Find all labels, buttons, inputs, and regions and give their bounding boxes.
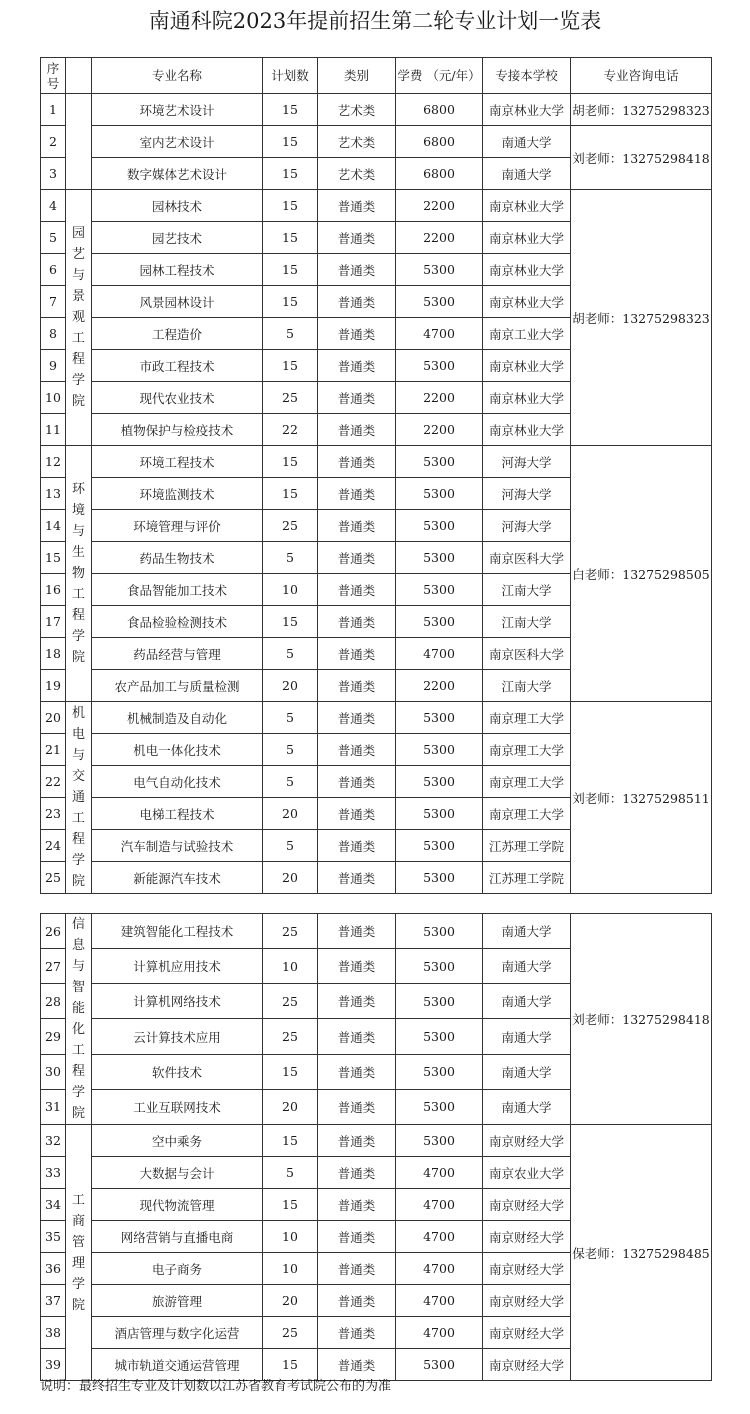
header-row bbox=[41, 58, 712, 94]
row-fee: 6800 bbox=[396, 158, 483, 190]
row-fee: 5300 bbox=[396, 350, 483, 382]
row-seq: 31 bbox=[41, 1089, 66, 1124]
row-plan: 15 bbox=[263, 478, 318, 510]
row-category: 普通类 bbox=[318, 414, 396, 446]
row-seq: 8 bbox=[41, 318, 66, 350]
row-major: 食品检验检测技术 bbox=[92, 606, 263, 638]
row-category: 普通类 bbox=[318, 984, 396, 1019]
header-major: 专业名称 bbox=[92, 58, 263, 94]
row-fee: 5300 bbox=[396, 766, 483, 798]
row-school: 南京医科大学 bbox=[483, 542, 571, 574]
row-seq: 21 bbox=[41, 734, 66, 766]
college-name-text: 园艺与景观工程学院 bbox=[71, 226, 85, 409]
row-plan: 15 bbox=[263, 1125, 318, 1157]
row-school: 南京林业大学 bbox=[483, 414, 571, 446]
college-name-text: 机电与交通工程学院 bbox=[71, 706, 85, 889]
row-fee: 5300 bbox=[396, 1089, 483, 1124]
row-major: 现代农业技术 bbox=[92, 382, 263, 414]
row-school: 南京农业大学 bbox=[483, 1157, 571, 1189]
college-name-text: 环境与生物工程学院 bbox=[71, 482, 85, 665]
row-major: 机械制造及自动化 bbox=[92, 702, 263, 734]
row-seq: 37 bbox=[41, 1285, 66, 1317]
row-plan: 20 bbox=[263, 798, 318, 830]
row-major: 电子商务 bbox=[92, 1253, 263, 1285]
row-school: 南京理工大学 bbox=[483, 766, 571, 798]
row-category: 普通类 bbox=[318, 949, 396, 984]
row-school: 南京财经大学 bbox=[483, 1285, 571, 1317]
row-category: 普通类 bbox=[318, 382, 396, 414]
row-category: 普通类 bbox=[318, 542, 396, 574]
row-school: 南京林业大学 bbox=[483, 222, 571, 254]
row-school: 南京林业大学 bbox=[483, 190, 571, 222]
row-fee: 4700 bbox=[396, 1285, 483, 1317]
row-school: 江南大学 bbox=[483, 606, 571, 638]
footnote: 说明：最终招生专业及计划数以江苏省教育考试院公布的为准 bbox=[40, 1379, 392, 1394]
contact-phone: 胡老师：13275298323 bbox=[571, 190, 712, 446]
row-major: 酒店管理与数字化运营 bbox=[92, 1317, 263, 1349]
table-row bbox=[41, 126, 712, 158]
row-school: 南京医科大学 bbox=[483, 638, 571, 670]
row-major: 云计算技术应用 bbox=[92, 1019, 263, 1054]
table-row bbox=[41, 702, 712, 734]
row-plan: 25 bbox=[263, 984, 318, 1019]
row-school: 南通大学 bbox=[483, 158, 571, 190]
row-plan: 15 bbox=[263, 446, 318, 478]
row-fee: 2200 bbox=[396, 414, 483, 446]
college-name bbox=[66, 94, 92, 190]
table-row bbox=[41, 914, 712, 949]
row-major: 环境工程技术 bbox=[92, 446, 263, 478]
row-seq: 11 bbox=[41, 414, 66, 446]
row-major: 大数据与会计 bbox=[92, 1157, 263, 1189]
row-category: 普通类 bbox=[318, 670, 396, 702]
row-fee: 5300 bbox=[396, 574, 483, 606]
row-fee: 2200 bbox=[396, 190, 483, 222]
row-plan: 15 bbox=[263, 606, 318, 638]
row-seq: 38 bbox=[41, 1317, 66, 1349]
contact-phone: 刘老师：13275298511 bbox=[571, 702, 712, 894]
row-major: 园林技术 bbox=[92, 190, 263, 222]
row-fee: 5300 bbox=[396, 446, 483, 478]
row-plan: 15 bbox=[263, 286, 318, 318]
row-fee: 6800 bbox=[396, 94, 483, 126]
row-major: 食品智能加工技术 bbox=[92, 574, 263, 606]
row-category: 普通类 bbox=[318, 1089, 396, 1124]
row-category: 普通类 bbox=[318, 286, 396, 318]
row-category: 普通类 bbox=[318, 350, 396, 382]
row-major: 植物保护与检疫技术 bbox=[92, 414, 263, 446]
row-major: 环境管理与评价 bbox=[92, 510, 263, 542]
row-plan: 15 bbox=[263, 1189, 318, 1221]
row-school: 南京林业大学 bbox=[483, 254, 571, 286]
row-fee: 2200 bbox=[396, 222, 483, 254]
row-seq: 9 bbox=[41, 350, 66, 382]
row-plan: 10 bbox=[263, 1221, 318, 1253]
row-category: 普通类 bbox=[318, 1221, 396, 1253]
row-fee: 5300 bbox=[396, 1125, 483, 1157]
row-seq: 10 bbox=[41, 382, 66, 414]
row-major: 旅游管理 bbox=[92, 1285, 263, 1317]
row-school: 江南大学 bbox=[483, 574, 571, 606]
row-plan: 22 bbox=[263, 414, 318, 446]
row-seq: 2 bbox=[41, 126, 66, 158]
row-fee: 5300 bbox=[396, 1019, 483, 1054]
row-major: 工程造价 bbox=[92, 318, 263, 350]
row-major: 汽车制造与试验技术 bbox=[92, 830, 263, 862]
row-category: 普通类 bbox=[318, 914, 396, 949]
row-fee: 5300 bbox=[396, 984, 483, 1019]
row-school: 南京财经大学 bbox=[483, 1349, 571, 1381]
row-school: 南京财经大学 bbox=[483, 1125, 571, 1157]
row-seq: 7 bbox=[41, 286, 66, 318]
row-plan: 5 bbox=[263, 1157, 318, 1189]
row-fee: 5300 bbox=[396, 1054, 483, 1089]
contact-phone: 胡老师：13275298323 bbox=[571, 94, 712, 126]
row-fee: 4700 bbox=[396, 638, 483, 670]
row-fee: 4700 bbox=[396, 318, 483, 350]
row-seq: 18 bbox=[41, 638, 66, 670]
row-seq: 22 bbox=[41, 766, 66, 798]
row-category: 普通类 bbox=[318, 1189, 396, 1221]
header-seq: 序号 bbox=[41, 58, 66, 94]
row-plan: 15 bbox=[263, 1349, 318, 1381]
row-school: 南通大学 bbox=[483, 1089, 571, 1124]
row-category: 普通类 bbox=[318, 318, 396, 350]
row-seq: 25 bbox=[41, 862, 66, 894]
row-seq: 33 bbox=[41, 1157, 66, 1189]
row-seq: 1 bbox=[41, 94, 66, 126]
row-category: 普通类 bbox=[318, 638, 396, 670]
row-seq: 28 bbox=[41, 984, 66, 1019]
row-fee: 5300 bbox=[396, 949, 483, 984]
plan-table-part-1 bbox=[40, 57, 712, 894]
row-plan: 15 bbox=[263, 350, 318, 382]
row-major: 机电一体化技术 bbox=[92, 734, 263, 766]
row-seq: 32 bbox=[41, 1125, 66, 1157]
row-category: 普通类 bbox=[318, 190, 396, 222]
row-major: 药品生物技术 bbox=[92, 542, 263, 574]
college-name-text: 信息与智能化工程学院 bbox=[71, 917, 85, 1121]
row-fee: 4700 bbox=[396, 1221, 483, 1253]
row-fee: 4700 bbox=[396, 1253, 483, 1285]
row-major: 环境艺术设计 bbox=[92, 94, 263, 126]
contact-phone: 保老师：13275298485 bbox=[571, 1125, 712, 1381]
row-seq: 14 bbox=[41, 510, 66, 542]
row-plan: 15 bbox=[263, 126, 318, 158]
row-fee: 2200 bbox=[396, 382, 483, 414]
row-category: 普通类 bbox=[318, 734, 396, 766]
row-seq: 20 bbox=[41, 702, 66, 734]
row-plan: 25 bbox=[263, 510, 318, 542]
header-phone: 专业咨询电话 bbox=[571, 58, 712, 94]
contact-phone: 刘老师：13275298418 bbox=[571, 126, 712, 190]
row-category: 普通类 bbox=[318, 606, 396, 638]
row-seq: 39 bbox=[41, 1349, 66, 1381]
row-school: 南京林业大学 bbox=[483, 94, 571, 126]
row-fee: 5300 bbox=[396, 734, 483, 766]
row-seq: 23 bbox=[41, 798, 66, 830]
table-row bbox=[41, 190, 712, 222]
header-school: 专接本学校 bbox=[483, 58, 571, 94]
row-category: 普通类 bbox=[318, 1349, 396, 1381]
row-major: 计算机网络技术 bbox=[92, 984, 263, 1019]
row-plan: 15 bbox=[263, 1054, 318, 1089]
row-school: 南京林业大学 bbox=[483, 382, 571, 414]
row-category: 艺术类 bbox=[318, 158, 396, 190]
college-name-text: 工商管理学院 bbox=[71, 1192, 85, 1313]
row-school: 河海大学 bbox=[483, 446, 571, 478]
row-plan: 5 bbox=[263, 542, 318, 574]
row-plan: 15 bbox=[263, 158, 318, 190]
row-category: 普通类 bbox=[318, 798, 396, 830]
row-school: 南京理工大学 bbox=[483, 702, 571, 734]
row-fee: 5300 bbox=[396, 798, 483, 830]
row-school: 南京财经大学 bbox=[483, 1317, 571, 1349]
row-fee: 4700 bbox=[396, 1317, 483, 1349]
row-category: 普通类 bbox=[318, 446, 396, 478]
row-category: 艺术类 bbox=[318, 94, 396, 126]
contact-phone: 白老师：13275298505 bbox=[571, 446, 712, 702]
row-school: 南通大学 bbox=[483, 914, 571, 949]
row-school: 南通大学 bbox=[483, 1054, 571, 1089]
row-major: 园艺技术 bbox=[92, 222, 263, 254]
row-seq: 34 bbox=[41, 1189, 66, 1221]
row-school: 河海大学 bbox=[483, 478, 571, 510]
row-category: 普通类 bbox=[318, 830, 396, 862]
row-major: 市政工程技术 bbox=[92, 350, 263, 382]
college-name bbox=[66, 914, 92, 1125]
row-fee: 6800 bbox=[396, 126, 483, 158]
row-major: 电梯工程技术 bbox=[92, 798, 263, 830]
row-major: 电气自动化技术 bbox=[92, 766, 263, 798]
row-major: 风景园林设计 bbox=[92, 286, 263, 318]
row-school: 南京财经大学 bbox=[483, 1221, 571, 1253]
row-seq: 29 bbox=[41, 1019, 66, 1054]
row-seq: 26 bbox=[41, 914, 66, 949]
row-major: 网络营销与直播电商 bbox=[92, 1221, 263, 1253]
row-seq: 15 bbox=[41, 542, 66, 574]
row-major: 新能源汽车技术 bbox=[92, 862, 263, 894]
row-fee: 5300 bbox=[396, 286, 483, 318]
row-plan: 15 bbox=[263, 190, 318, 222]
row-school: 南京林业大学 bbox=[483, 350, 571, 382]
row-seq: 12 bbox=[41, 446, 66, 478]
row-category: 艺术类 bbox=[318, 126, 396, 158]
row-category: 普通类 bbox=[318, 478, 396, 510]
row-plan: 20 bbox=[263, 862, 318, 894]
row-fee: 5300 bbox=[396, 510, 483, 542]
row-school: 南京财经大学 bbox=[483, 1189, 571, 1221]
row-seq: 13 bbox=[41, 478, 66, 510]
row-plan: 10 bbox=[263, 949, 318, 984]
row-major: 室内艺术设计 bbox=[92, 126, 263, 158]
row-major: 城市轨道交通运营管理 bbox=[92, 1349, 263, 1381]
row-category: 普通类 bbox=[318, 1125, 396, 1157]
row-category: 普通类 bbox=[318, 510, 396, 542]
table-row bbox=[41, 446, 712, 478]
row-seq: 19 bbox=[41, 670, 66, 702]
row-school: 南通大学 bbox=[483, 1019, 571, 1054]
row-fee: 5300 bbox=[396, 254, 483, 286]
row-fee: 5300 bbox=[396, 1349, 483, 1381]
row-plan: 25 bbox=[263, 382, 318, 414]
row-plan: 5 bbox=[263, 830, 318, 862]
row-plan: 25 bbox=[263, 914, 318, 949]
row-seq: 35 bbox=[41, 1221, 66, 1253]
row-category: 普通类 bbox=[318, 766, 396, 798]
page-title: 南通科院2023年提前招生第二轮专业计划一览表 bbox=[148, 9, 602, 33]
row-category: 普通类 bbox=[318, 254, 396, 286]
row-seq: 3 bbox=[41, 158, 66, 190]
row-school: 南京工业大学 bbox=[483, 318, 571, 350]
row-school: 南京财经大学 bbox=[483, 1253, 571, 1285]
row-plan: 20 bbox=[263, 1089, 318, 1124]
row-category: 普通类 bbox=[318, 222, 396, 254]
row-plan: 10 bbox=[263, 574, 318, 606]
row-category: 普通类 bbox=[318, 1253, 396, 1285]
row-category: 普通类 bbox=[318, 862, 396, 894]
row-plan: 15 bbox=[263, 254, 318, 286]
row-fee: 5300 bbox=[396, 914, 483, 949]
row-major: 工业互联网技术 bbox=[92, 1089, 263, 1124]
row-plan: 25 bbox=[263, 1019, 318, 1054]
row-school: 南通大学 bbox=[483, 126, 571, 158]
row-category: 普通类 bbox=[318, 574, 396, 606]
row-major: 药品经营与管理 bbox=[92, 638, 263, 670]
row-fee: 5300 bbox=[396, 478, 483, 510]
row-plan: 15 bbox=[263, 222, 318, 254]
row-school: 南京理工大学 bbox=[483, 798, 571, 830]
row-category: 普通类 bbox=[318, 1285, 396, 1317]
header-category: 类别 bbox=[318, 58, 396, 94]
row-major: 农产品加工与质量检测 bbox=[92, 670, 263, 702]
row-fee: 4700 bbox=[396, 1157, 483, 1189]
college-name bbox=[66, 446, 92, 702]
row-seq: 4 bbox=[41, 190, 66, 222]
row-major: 现代物流管理 bbox=[92, 1189, 263, 1221]
header-college bbox=[66, 58, 92, 94]
row-plan: 15 bbox=[263, 94, 318, 126]
row-fee: 2200 bbox=[396, 670, 483, 702]
row-plan: 25 bbox=[263, 1317, 318, 1349]
contact-phone: 刘老师：13275298418 bbox=[571, 914, 712, 1125]
header-plan: 计划数 bbox=[263, 58, 318, 94]
row-fee: 4700 bbox=[396, 1189, 483, 1221]
row-category: 普通类 bbox=[318, 1317, 396, 1349]
row-seq: 24 bbox=[41, 830, 66, 862]
row-major: 软件技术 bbox=[92, 1054, 263, 1089]
row-school: 南通大学 bbox=[483, 984, 571, 1019]
row-plan: 5 bbox=[263, 638, 318, 670]
college-name bbox=[66, 702, 92, 894]
row-major: 建筑智能化工程技术 bbox=[92, 914, 263, 949]
row-major: 园林工程技术 bbox=[92, 254, 263, 286]
row-school: 江苏理工学院 bbox=[483, 862, 571, 894]
row-category: 普通类 bbox=[318, 1054, 396, 1089]
row-seq: 16 bbox=[41, 574, 66, 606]
row-fee: 5300 bbox=[396, 830, 483, 862]
row-school: 南通大学 bbox=[483, 949, 571, 984]
header-fee: 学费 （元/年） bbox=[396, 58, 483, 94]
row-major: 空中乘务 bbox=[92, 1125, 263, 1157]
table-row bbox=[41, 1125, 712, 1157]
college-name bbox=[66, 190, 92, 446]
row-seq: 36 bbox=[41, 1253, 66, 1285]
row-school: 江苏理工学院 bbox=[483, 830, 571, 862]
row-fee: 5300 bbox=[396, 542, 483, 574]
row-plan: 5 bbox=[263, 766, 318, 798]
row-major: 数字媒体艺术设计 bbox=[92, 158, 263, 190]
plan-table-part-2 bbox=[40, 913, 712, 1381]
row-plan: 10 bbox=[263, 1253, 318, 1285]
row-seq: 6 bbox=[41, 254, 66, 286]
row-category: 普通类 bbox=[318, 702, 396, 734]
row-fee: 5300 bbox=[396, 606, 483, 638]
row-major: 环境监测技术 bbox=[92, 478, 263, 510]
row-major: 计算机应用技术 bbox=[92, 949, 263, 984]
table-row bbox=[41, 94, 712, 126]
row-school: 南京理工大学 bbox=[483, 734, 571, 766]
row-category: 普通类 bbox=[318, 1019, 396, 1054]
row-fee: 5300 bbox=[396, 702, 483, 734]
row-plan: 20 bbox=[263, 1285, 318, 1317]
row-seq: 30 bbox=[41, 1054, 66, 1089]
row-school: 河海大学 bbox=[483, 510, 571, 542]
row-school: 南京林业大学 bbox=[483, 286, 571, 318]
row-fee: 5300 bbox=[396, 862, 483, 894]
row-seq: 5 bbox=[41, 222, 66, 254]
row-seq: 17 bbox=[41, 606, 66, 638]
row-plan: 20 bbox=[263, 670, 318, 702]
college-name bbox=[66, 1125, 92, 1381]
row-seq: 27 bbox=[41, 949, 66, 984]
row-plan: 5 bbox=[263, 734, 318, 766]
row-category: 普通类 bbox=[318, 1157, 396, 1189]
row-plan: 5 bbox=[263, 702, 318, 734]
row-plan: 5 bbox=[263, 318, 318, 350]
row-school: 江南大学 bbox=[483, 670, 571, 702]
